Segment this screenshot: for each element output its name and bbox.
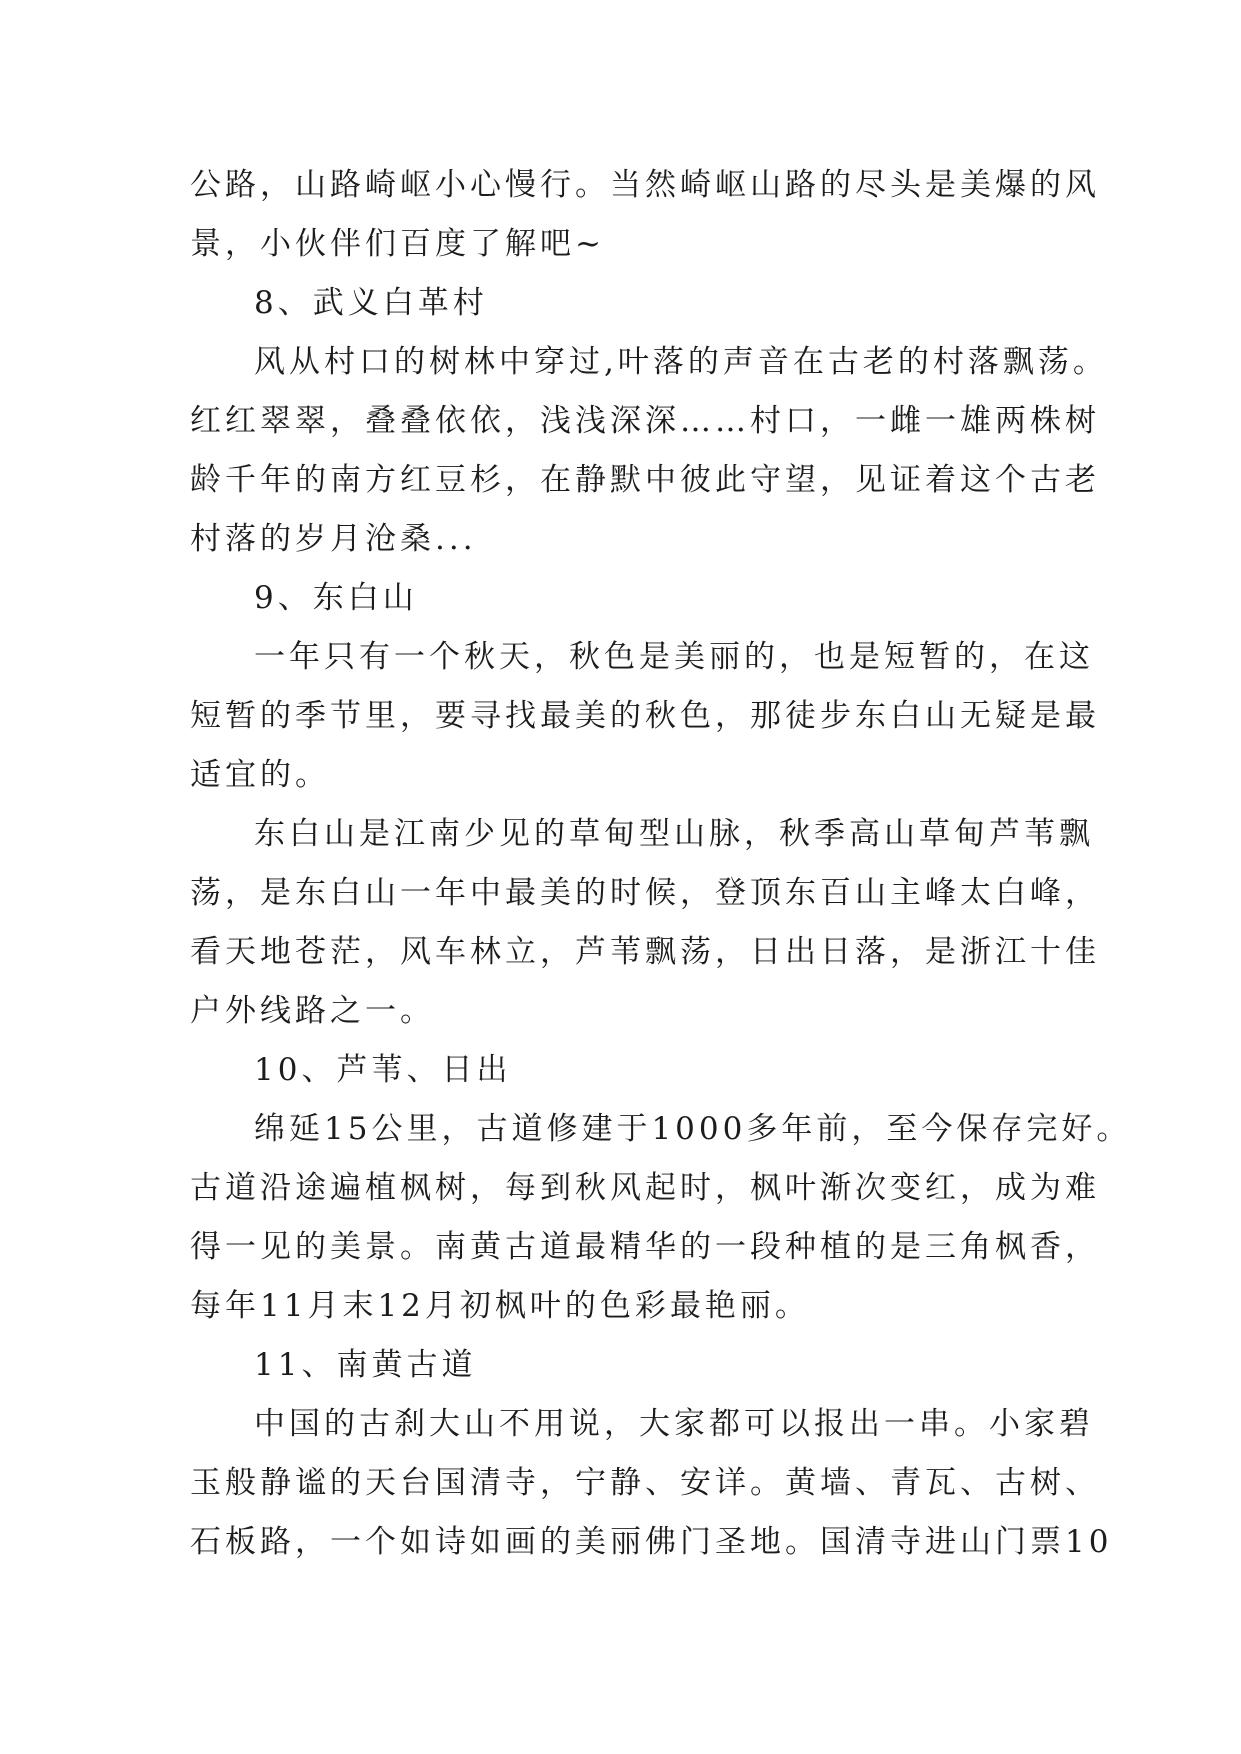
paragraph-first-line: 中国的古刹大山不用说，大家都可以报出一串。小家碧: [254, 1406, 1094, 1442]
text-line: 玉般静谧的天台国清寺，宁静、安详。黄墙、青瓦、古树、: [190, 1465, 1100, 1501]
body-text: [190, 156, 1132, 1572]
section-heading: 8、武义白革村: [254, 285, 488, 321]
text-line: 红红翠翠，叠叠依依，浅浅深深……村口，一雌一雄两株树: [190, 403, 1100, 439]
text-line: 短暂的季节里，要寻找最美的秋色，那徒步东白山无疑是最: [190, 698, 1100, 734]
text-line: 适宜的。: [190, 757, 330, 793]
text-line: 龄千年的南方红豆杉，在静默中彼此守望，见证着这个古老: [190, 462, 1100, 498]
text-line: 景，小伙伴们百度了解吧~: [190, 226, 605, 262]
text-line: 石板路，一个如诗如画的美丽佛门圣地。国清寺进山门票10: [190, 1524, 1113, 1560]
section-heading: 10、芦苇、日出: [254, 1052, 512, 1088]
paragraph-first-line: 东白山是江南少见的草甸型山脉，秋季高山草甸芦苇飘: [254, 816, 1094, 852]
paragraph-first-line: 绵延15公里，古道修建于1000多年前，至今保存完好。: [254, 1111, 1132, 1147]
text-line: 户外线路之一。: [190, 993, 435, 1029]
text-line: 公路，山路崎岖小心慢行。当然崎岖山路的尽头是美爆的风: [190, 167, 1100, 203]
text-line: 看天地苍茫，风车林立，芦苇飘荡，日出日落，是浙江十佳: [190, 934, 1100, 970]
text-line: 村落的岁月沧桑...: [190, 521, 477, 557]
paragraph-first-line: 风从村口的树林中穿过,叶落的声音在古老的村落飘荡。: [254, 344, 1108, 380]
section-heading: 11、南黄古道: [254, 1347, 477, 1383]
text-line: 每年11月末12月初枫叶的色彩最艳丽。: [190, 1288, 810, 1324]
text-line: 古道沿途遍植枫树，每到秋风起时，枫叶渐次变红，成为难: [190, 1170, 1100, 1206]
section-heading: 9、东白山: [254, 580, 418, 616]
text-line: 得一见的美景。南黄古道最精华的一段种植的是三角枫香，: [190, 1229, 1100, 1265]
paragraph-first-line: 一年只有一个秋天，秋色是美丽的，也是短暂的，在这: [254, 639, 1094, 675]
text-line: 荡，是东白山一年中最美的时候，登顶东百山主峰太白峰，: [190, 875, 1100, 911]
